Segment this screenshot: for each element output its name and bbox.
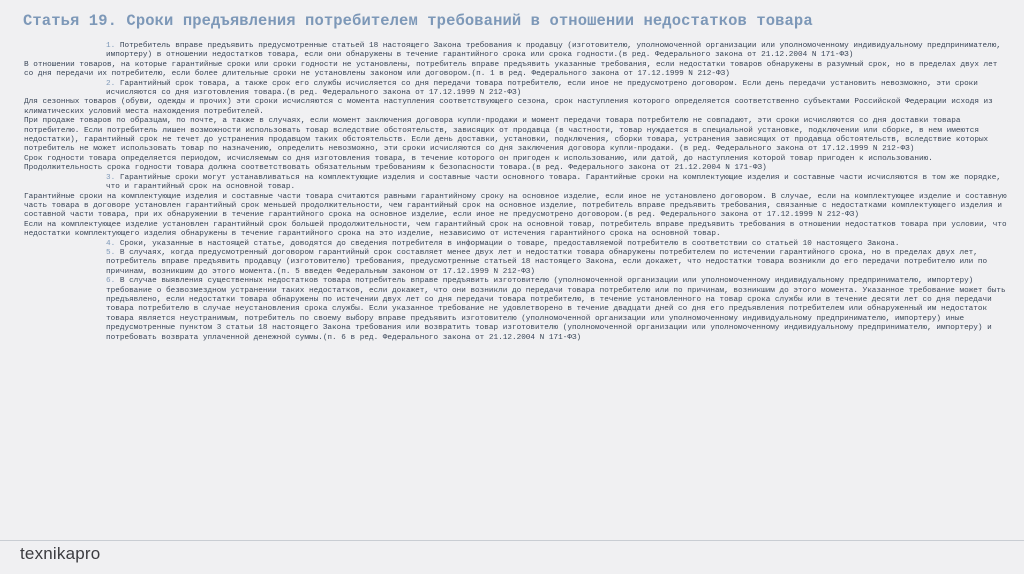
paragraph-text: При продаже товаров по образцам, по почте, а также в случаях, если момент заключения договора купли-продажи и момент передачи товара потребителю не совпадают, эти сроки исчисляются со дня доставки товара потребителю. Если потребитель лишен возможности использовать товар вследствие обстоятельств, зависящих от продавца (в частности, товар нуждается в специальной установке, подключении или сборке, в нем имеются недостатки), гарантийный срок не течет до устранения продавцом таких обстоятельств. Если день доставки, установки, подключения, сборки товара, устранения зависящих от продавца обстоятельств, вследствие которых потребитель не может использовать товар по назначению, определить невозможно, эти сроки исчисляются со дня заключения договора купли-продажи. (в ред. Федерального закона от 17.12.1999 N 212-ФЗ) [24,117,989,154]
paragraph-number: 3. [106,173,116,182]
paragraph-1-cont [24,61,1009,80]
paragraph-text: В случае выявления существенных недостатков товара потребитель вправе предъявить изготовителю (уполномоченной организации или уполномоченному индивидуальному предпринимателю, импортеру) требование о безвозмездном устранении таких недостатков, если докажет, что они возникли до передачи товара потребителю или по причинам, возникшим до этого момента. Указанное требование может быть предъявлено, если недостатки товара обнаружены по истечении двух лет со дня передачи товара потребителю, в течение установленного на товар срока службы или в течение десяти лет со дня передачи товара потребителю в случае неустановления срока службы. Если указанное требование не удовлетворено в течение двадцати дней со дня его предъявления потребителем или обнаруженный им недостаток товара является неустранимым, потребитель по своему выбору вправе предъявить изготовителю (уполномоченной организации или уполномоченному индивидуальному предпринимателю, импортеру) иные предусмотренные пунктом 3 статьи 18 настоящего Закона требования или возвратить товар изготовителю (уполномоченной организации или уполномоченному индивидуальному предпринимателю, импортеру) и потребовать возврата уплаченной денежной суммы.(п. 6 в ред. Федерального закона от 21.12.2004 N 171-ФЗ) [106,277,1006,342]
article-body [24,42,1009,343]
footer-divider [0,540,1024,541]
paragraph-2 [24,80,1009,99]
paragraph-3-longer [24,221,1009,240]
paragraph-number: 1. [106,42,116,50]
paragraph-text: Гарантийные сроки могут устанавливаться на комплектующие изделия и составные части основного товара. Гарантийные сроки на комплектующие изделия и составные части исчисляются в том же порядке, что и гарантийный срок на основной товар. [106,173,1001,192]
paragraph-1 [24,42,1009,61]
paragraph-number: 4. [106,239,116,248]
paragraph-number: 2. [106,79,116,88]
brand-logo: texnikapro [20,544,101,563]
paragraph-text: Гарантийный срок товара, а также срок его службы исчисляется со дня передачи товара потребителю, если иное не предусмотрено договором. Если день передачи установить невозможно, эти сроки исчисляются со дня изготовления товара.(в ред. Федерального закона от 17.12.1999 N 212-ФЗ) [106,79,978,98]
paragraph-5 [24,249,1009,277]
page-title: Статья 19. Сроки предъявления потребителем требований в отношении недостатков товара [23,12,813,30]
paragraph-2-seasonal [24,98,1009,117]
paragraph-3 [24,174,1009,193]
paragraph-text: Продолжительность срока годности товара должна соответствовать обязательным требованиям к безопасности товара.(в ред. Федерального закона от 21.12.2004 N 171-ФЗ) [24,164,767,173]
paragraph-text: Для сезонных товаров (обуви, одежды и прочих) эти сроки исчисляются с момента наступления соответствующего сезона, срок наступления которого определяется соответственно субъектами Российской Федерации исходя из климатических условий места нахождения потребителей. [24,98,993,116]
paragraph-2-samples [24,117,1009,155]
paragraph-text: Потребитель вправе предъявить предусмотренные статьей 18 настоящего Закона требования к продавцу (изготовителю, уполномоченной организации или уполномоченному индивидуальному предпринимателю, импортеру) в отношении недостатков товара, если они обнаружены в течение гарантийного срока или срока годности.(в ред. Федерального закона от 21.12.2004 N 171-ФЗ) [106,42,1001,60]
paragraph-text: В случаях, когда предусмотренный договором гарантийный срок составляет менее двух лет и недостатки товара обнаружены потребителем по истечении гарантийного срока, но в пределах двух лет, потребитель вправе предъявить продавцу (изготовителю) требования, предусмотренные статьей 18 настоящего Закона, если докажет, что недостатки товара возникли до его передачи потребителю или по причинам, возникшим до этого момента.(п. 5 введен Федеральным законом от 17.12.1999 N 212-ФЗ) [106,248,988,276]
paragraph-6 [24,277,1009,343]
paragraph-number: 6. [106,277,116,286]
paragraph-text: В отношении товаров, на которые гарантийные сроки или сроки годности не установлены, потребитель вправе предъявить указанные требования, если недостатки товаров обнаружены в разумный срок, но в пределах двух лет со дня передачи их потребителю, если более длительные сроки не установлены законом или договором.(п. 1 в ред. Федерального закона от 17.12.1999 N 212-ФЗ) [24,60,998,79]
paragraph-4 [24,240,1009,249]
paragraph-text: Если на комплектующее изделие установлен гарантийный срок большей продолжительности, чем гарантийный срок на основной товар, потребитель вправе предъявить требования в отношении недостатков товара при условии, что недостатки комплектующего изделия обнаружены в течение гарантийного срока на это изделие, независимо от истечения гарантийного срока на основной товар. [24,220,1007,239]
paragraph-text: Срок годности товара определяется периодом, исчисляемым со дня изготовления товара, в течение которого он пригоден к использованию, или датой, до наступления которой товар пригоден к использованию. [24,154,933,163]
paragraph-text: Сроки, указанные в настоящей статье, доводятся до сведения потребителя в информации о товаре, предоставляемой потребителю в соответствии со статьей 10 настоящего Закона. [115,239,900,248]
paragraph-2-shelf-life [24,155,1009,164]
paragraph-number: 5. [106,248,116,257]
paragraph-text: Гарантийные сроки на комплектующие изделия и составные части товара считаются равными гарантийному сроку на основное изделие, если иное не установлено договором. В случае, если на комплектующее изделие и составную часть товара в договоре установлен гарантийный срок меньшей продолжительности, чем гарантийный срок на основное изделие, потребитель вправе предъявить требования, связанные с недостатками комплектующего изделия и составной части товара, при их обнаружении в течение гарантийного срока на основное изделие, если иное не предусмотрено договором.(в ред. Федерального закона от 17.12.1999 N 212-ФЗ) [24,192,1007,220]
paragraph-3-components [24,193,1009,221]
paragraph-2-duration [24,164,1009,173]
